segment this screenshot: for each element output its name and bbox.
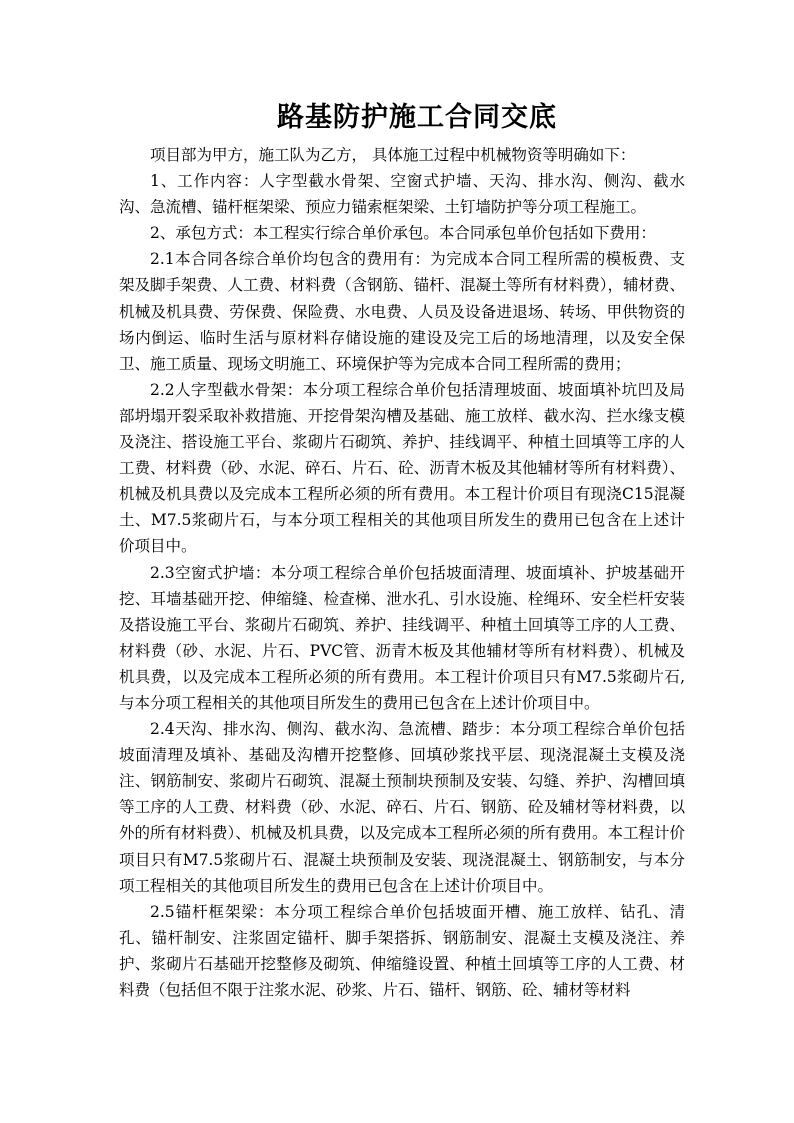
paragraph-work-content: 1、工作内容：人字型截水骨架、空窗式护墙、天沟、排水沟、侧沟、截水沟、急流槽、锚杆框架梁、预应力锚索框架梁、土钉墙防护等分项工程施工。: [119, 172, 685, 217]
paragraph-2-1: 2.1本合同各综合单价均包含的费用有：为完成本合同工程所需的模板费、支架及脚手架费、人工费、材料费（含钢筋、锚杆、混凝土等所有材料费），辅材费、机械及机具费、劳保费、保险费、水电费、人员及设备进退场、转场、甲供物资的场内倒运、临时生活与原材料存储设施的建设及完工后的场地清理，以及安全保卫、施工质量、现场文明施工、环境保护等为完成本合同工程所需的费用；: [119, 250, 685, 373]
paragraph-2-3: 2.3空窗式护墙：本分项工程综合单价包括坡面清理、坡面填补、护坡基础开挖、耳墙基础开挖、伸缩缝、检查梯、泄水孔、引水设施、栓绳环、安全栏杆安装及搭设施工平台、浆砌片石砌筑、养护、挂线调平、种植土回填等工序的人工费、材料费（砂、水泥、片石、PVC管、沥青木板及其他辅材等所有材料费）、机械及机具费，以及完成本工程所必须的所有费用。本工程计价项目只有M7.5浆砌片石,与本分项工程相关的其他项目所发生的费用已包含在上述计价项目中。: [119, 563, 685, 712]
paragraph-2-2: 2.2人字型截水骨架：本分项工程综合单价包括清理坡面、坡面填补坑凹及局部坍塌开裂采取补救措施、开挖骨架沟槽及基础、施工放样、截水沟、拦水缘支模及浇注、搭设施工平台、浆砌片石砌筑、养护、挂线调平、种植土回填等工序的人工费、材料费（砂、水泥、碎石、片石、砼、沥青木板及其他辅材等所有材料费）、机械及机具费以及完成本工程所必须的所有费用。本工程计价项目有现浇C15混凝土、M7.5浆砌片石，与本分项工程相关的其他项目所发生的费用已包含在上述计价项目中。: [119, 380, 685, 556]
document-title: 路基防护施工合同交底: [277, 102, 557, 133]
paragraph-contract-method: 2、承包方式：本工程实行综合单价承包。本合同承包单价包括如下费用：: [150, 224, 656, 243]
paragraph-2-5: 2.5锚杆框架梁：本分项工程综合单价包括坡面开槽、施工放样、钻孔、清孔、锚杆制安、注浆固定锚杆、脚手架搭拆、钢筋制安、混凝土支模及浇注、养护、浆砌片石基础开挖整修及砌筑、伸缩缝设置、种植土回填等工序的人工费、材料费（包括但不限于注浆水泥、砂浆、片石、锚杆、钢筋、砼、辅材等材料: [119, 902, 685, 999]
document-body: [119, 142, 685, 1003]
paragraph-intro: 项目部为甲方，施工队为乙方， 具体施工过程中机械物资等明确如下：: [150, 146, 636, 164]
paragraph-2-4: 2.4天沟、排水沟、侧沟、截水沟、急流槽、踏步：本分项工程综合单价包括坡面清理及填补、基础及沟槽开挖整修、回填砂浆找平层、现浇混凝土支模及浇注、钢筋制安、浆砌片石砌筑、混凝土预制块预制及安装、勾缝、养护、沟槽回填等工序的人工费、材料费（砂、水泥、碎石、片石、钢筋、砼及辅材等材料费，以外的所有材料费）、机械及机具费，以及完成本工程所必须的所有费用。本工程计价项目只有M7.5浆砌片石、混凝土块预制及安装、现浇混凝土、钢筋制安，与本分项工程相关的其他项目所发生的费用已包含在上述计价项目中。: [119, 720, 685, 895]
